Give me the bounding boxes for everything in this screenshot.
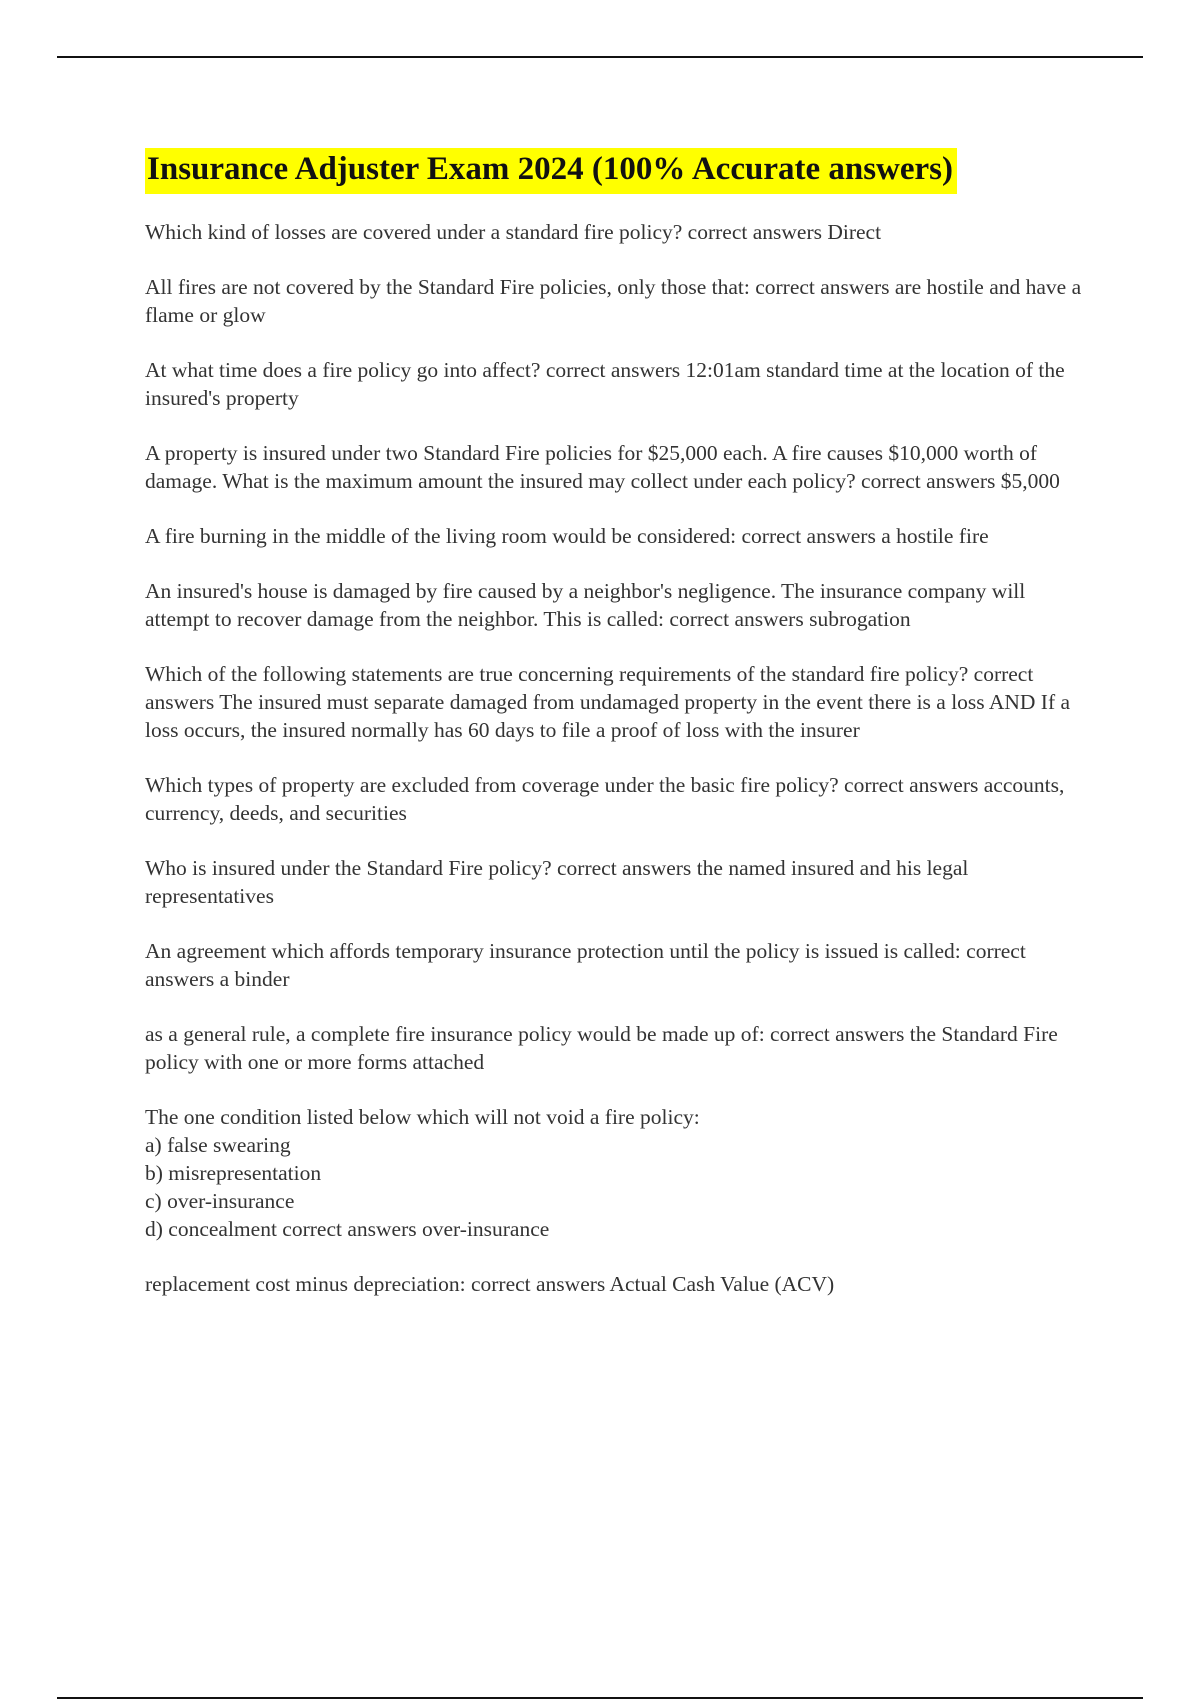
top-rule	[57, 56, 1143, 58]
answer-text: Direct	[827, 219, 882, 244]
question-text: The one condition listed below which will not void a fire policy:	[145, 1104, 700, 1129]
question-text: All fires are not covered by the Standard Fire policies, only those that:	[145, 274, 750, 299]
answer-text: $5,000	[1000, 468, 1060, 493]
answer-label: correct answers	[687, 219, 822, 244]
answer-label: correct answers	[145, 938, 1026, 991]
qa-item-multiple-choice	[145, 1103, 1085, 1243]
qa-list	[145, 218, 1085, 1298]
answer-label: correct answers	[545, 357, 681, 382]
option-c: c) over-insurance	[145, 1188, 295, 1213]
answer-text: the named insured and his legal representatives	[145, 855, 969, 908]
option-a: a) false swearing	[145, 1132, 291, 1157]
answer-label: correct answers	[844, 772, 979, 797]
document-body	[145, 148, 1085, 1325]
answer-label: correct answers	[557, 855, 692, 880]
qa-item	[145, 356, 1085, 412]
qa-item	[145, 660, 1085, 744]
document-title: Insurance Adjuster Exam 2024 (100% Accurate answers)	[145, 148, 957, 194]
question-text: as a general rule, a complete fire insurance policy would be made up of:	[145, 1021, 765, 1046]
answer-text: a binder	[219, 966, 290, 991]
qa-item	[145, 218, 1085, 246]
qa-item	[145, 1020, 1085, 1076]
qa-item	[145, 937, 1085, 993]
bottom-rule	[57, 1697, 1143, 1699]
option-d-line	[145, 1215, 1085, 1243]
answer-label: correct answers	[741, 523, 876, 548]
qa-item	[145, 577, 1085, 633]
option-d: d) concealment	[145, 1216, 277, 1241]
answer-text: a hostile fire	[881, 523, 989, 548]
answer-text: Actual Cash Value (ACV)	[609, 1271, 835, 1296]
answer-label: correct answers	[145, 661, 1034, 714]
qa-item	[145, 854, 1085, 910]
question-text: At what time does a fire policy go into affect?	[145, 357, 541, 382]
answer-text: over-insurance	[421, 1216, 550, 1241]
answer-label: correct answers	[669, 606, 804, 631]
question-text: Which kind of losses are covered under a standard fire policy?	[145, 219, 683, 244]
qa-item	[145, 273, 1085, 329]
question-text: Who is insured under the Standard Fire policy?	[145, 855, 552, 880]
qa-item	[145, 771, 1085, 827]
answer-text: 12:01am standard time at the location of the insured's property	[145, 357, 1065, 410]
answer-text: accounts, currency, deeds, and securities	[145, 772, 1065, 825]
answer-text: subrogation	[809, 606, 911, 631]
answer-label: correct answers	[470, 1271, 606, 1296]
question-text: A fire burning in the middle of the living room would be considered:	[145, 523, 737, 548]
qa-item	[145, 439, 1085, 495]
answer-label: correct answers	[770, 1021, 905, 1046]
question-text: replacement cost minus depreciation:	[145, 1271, 466, 1296]
answer-text: are hostile and have a flame or glow	[145, 274, 1082, 327]
question-text: Which of the following statements are true concerning requirements of the standard fire policy?	[145, 661, 969, 686]
qa-item	[145, 1270, 1085, 1298]
option-b: b) misrepresentation	[145, 1160, 322, 1185]
question-text: Which types of property are excluded from coverage under the basic fire policy?	[145, 772, 839, 797]
question-text: An agreement which affords temporary insurance protection until the policy is issued is called:	[145, 938, 961, 963]
answer-text: the Standard Fire policy with one or more forms attached	[145, 1021, 1058, 1074]
answer-text: The insured must separate damaged from undamaged property in the event there is a loss AND If a loss occurs, the insured normally has 60 days to file a proof of loss with the insurer	[145, 689, 1071, 742]
question-text: An insured's house is damaged by fire caused by a neighbor's negligence. The insurance company will attempt to recover damage from the neighbor. This is called:	[145, 578, 1026, 631]
answer-label: correct answers	[861, 468, 996, 493]
answer-label: correct answers	[755, 274, 890, 299]
answer-label: correct answers	[282, 1216, 417, 1241]
question-text: A property is insured under two Standard Fire policies for $25,000 each. A fire causes $10,000 worth of damage. What is the maximum amount the insured may collect under each policy?	[145, 440, 1038, 493]
qa-item	[145, 522, 1085, 550]
